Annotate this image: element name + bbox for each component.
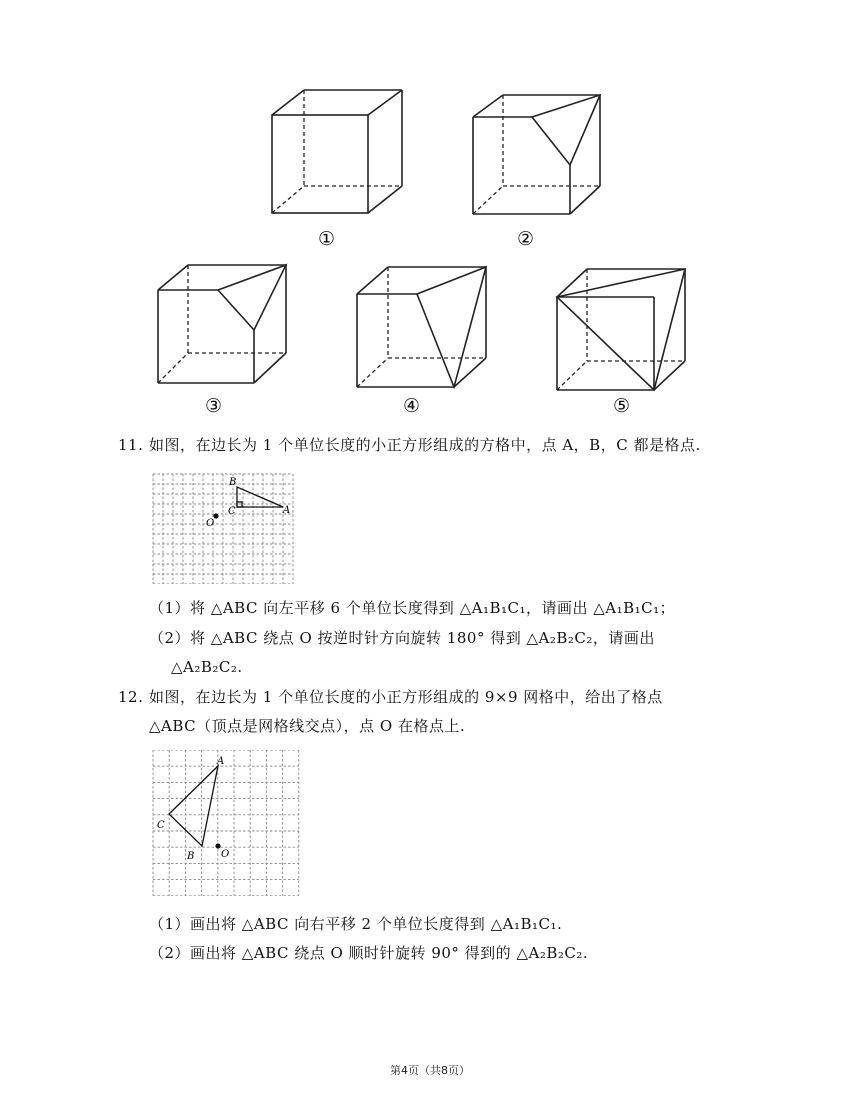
cube-figure-1 <box>265 85 415 220</box>
q12-point-o <box>215 843 220 848</box>
cube-figure-5 <box>550 264 695 394</box>
cube-figure-3 <box>151 260 296 390</box>
cube-label-5: ⑤ <box>613 395 631 417</box>
q11-part2-line1: （2）将 △ABC 绕点 O 按逆时针方向旋转 180° 得到 △A₂B₂C₂，请画出 <box>149 629 655 647</box>
q12-label-c: C <box>157 820 165 831</box>
cube-label-4: ④ <box>403 395 421 417</box>
q11-part2-line2: △A₂B₂C₂. <box>171 658 243 676</box>
q12-stem-line2: △ABC（顶点是网格线交点），点 O 在格点上. <box>149 717 466 735</box>
cube-figure-4 <box>350 262 495 392</box>
cube-label-3: ③ <box>205 395 223 417</box>
q11-stem: 如图，在边长为 1 个单位长度的小正方形组成的方格中，点 A，B，C 都是格点. <box>149 436 701 454</box>
q11-grid-figure <box>150 472 298 584</box>
q11-label-c: C <box>228 506 236 517</box>
q11-label-b: B <box>229 477 237 488</box>
q11-label-a: A <box>283 505 291 516</box>
cube-figure-2 <box>466 90 611 220</box>
q11-number: 11. <box>118 436 144 454</box>
q12-grid-figure <box>150 750 300 896</box>
page-footer: 第4页（共8页） <box>390 1064 470 1077</box>
q11-part1: （1）将 △ABC 向左平移 6 个单位长度得到 △A₁B₁C₁，请画出 △A₁B₁C₁； <box>149 599 676 617</box>
cube-label-1: ① <box>318 228 336 250</box>
q12-label-a: A <box>217 756 225 767</box>
q12-part1: （1）画出将 △ABC 向右平移 2 个单位长度得到 △A₁B₁C₁. <box>149 915 563 933</box>
q12-label-o: O <box>221 849 230 860</box>
q12-label-b: B <box>187 851 195 862</box>
q12-part2: （2）画出将 △ABC 绕点 O 顺时针旋转 90° 得到的 △A₂B₂C₂. <box>149 944 589 962</box>
q12-number: 12. <box>118 688 144 706</box>
q12-triangle-abc <box>169 766 218 846</box>
q11-label-o: O <box>206 518 215 529</box>
q12-stem-line1: 如图，在边长为 1 个单位长度的小正方形组成的 9×9 网格中，给出了格点 <box>149 688 663 706</box>
cube-label-2: ② <box>517 228 535 250</box>
